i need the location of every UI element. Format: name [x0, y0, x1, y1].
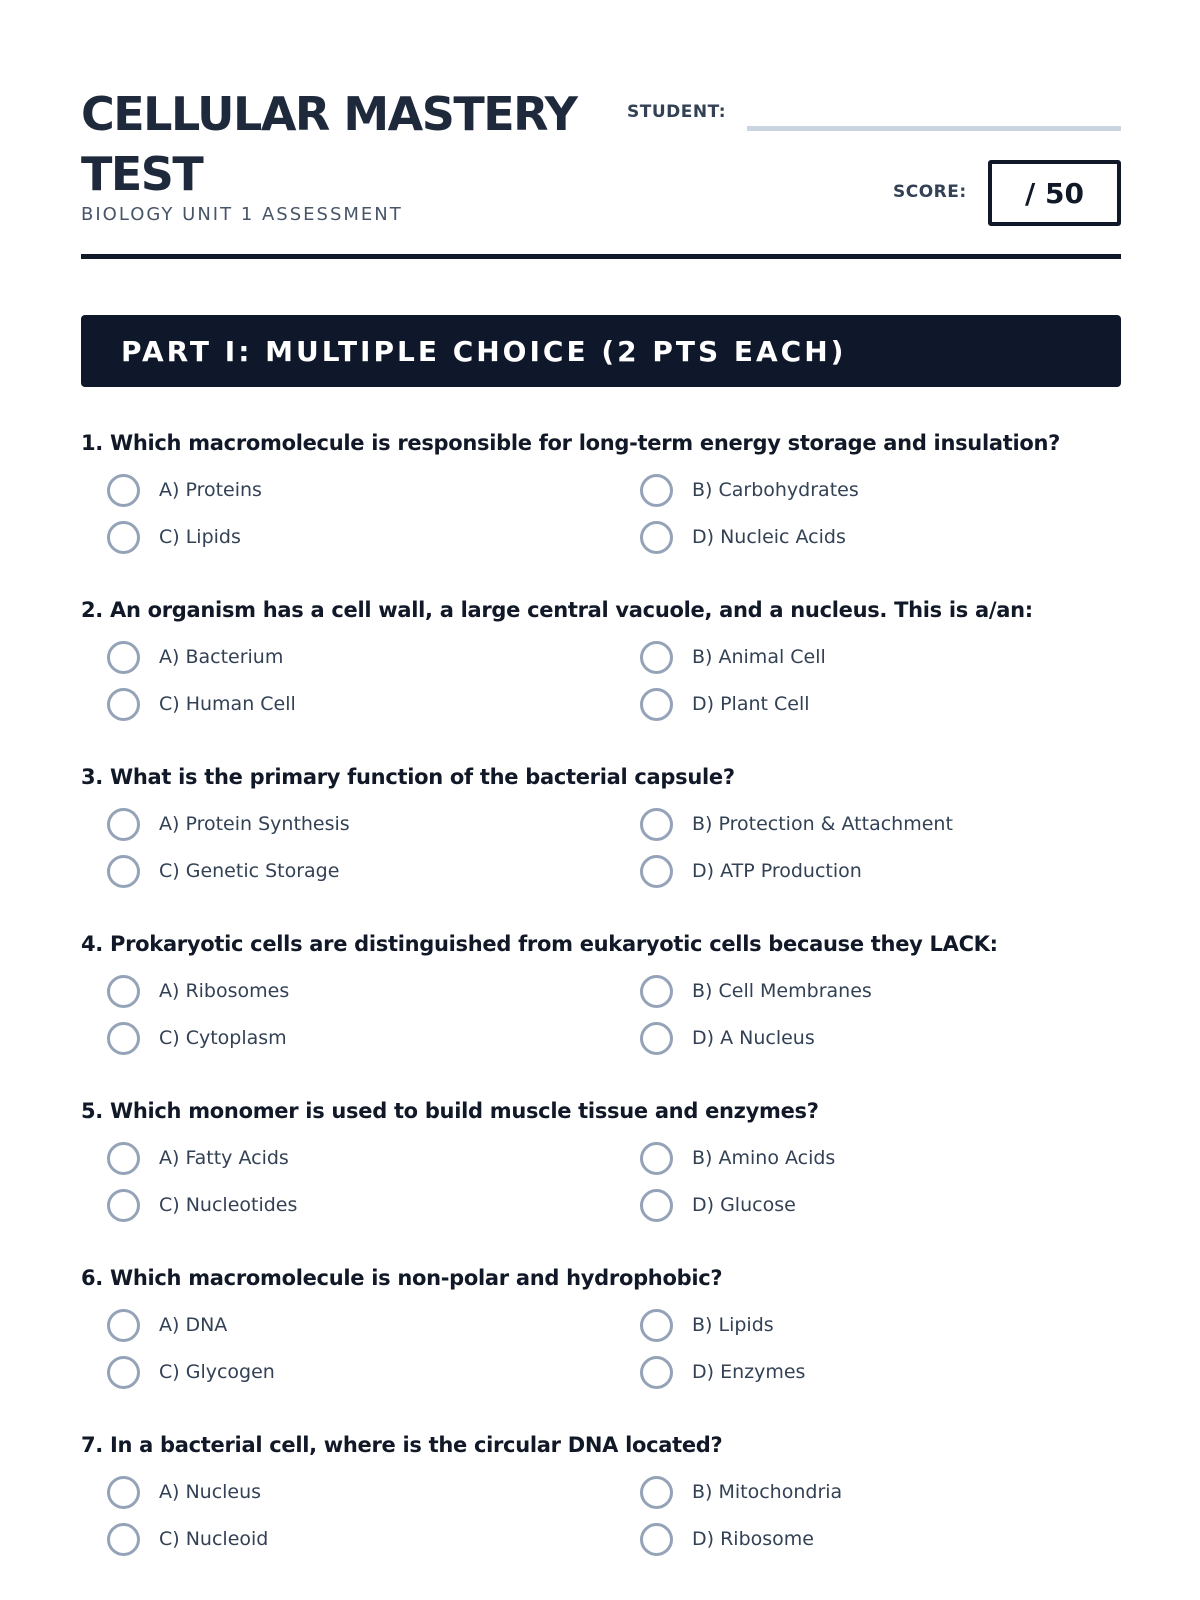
option-a[interactable]: [107, 808, 640, 840]
radio-circle-icon[interactable]: [640, 808, 673, 841]
option-label: B) Amino Acids: [692, 1147, 836, 1169]
answer-options: [81, 1476, 1121, 1570]
answer-options: [81, 474, 1121, 568]
option-a[interactable]: [107, 1309, 640, 1341]
question-text: 2. An organism has a cell wall, a large central vacuole, and a nucleus. This is a/an:: [81, 598, 1033, 622]
radio-circle-icon[interactable]: [107, 1022, 140, 1055]
option-b[interactable]: [640, 1476, 1147, 1508]
radio-circle-icon[interactable]: [107, 521, 140, 554]
question-list: [81, 428, 1121, 1597]
radio-circle-icon[interactable]: [107, 1189, 140, 1222]
option-label: D) ATP Production: [692, 860, 862, 882]
radio-circle-icon[interactable]: [107, 1142, 140, 1175]
radio-circle-icon[interactable]: [640, 1309, 673, 1342]
radio-circle-icon[interactable]: [640, 975, 673, 1008]
option-label: C) Nucleoid: [159, 1528, 269, 1550]
answer-options: [81, 641, 1121, 735]
question-6: [81, 1263, 1121, 1430]
option-d[interactable]: [640, 1356, 1147, 1388]
option-label: C) Lipids: [159, 526, 241, 548]
student-label: STUDENT:: [627, 102, 727, 122]
page-title: CELLULAR MASTERY TEST: [81, 87, 577, 201]
radio-circle-icon[interactable]: [640, 1142, 673, 1175]
question-text: 4. Prokaryotic cells are distinguished from eukaryotic cells because they LACK:: [81, 932, 998, 956]
option-d[interactable]: [640, 1189, 1147, 1221]
option-label: D) A Nucleus: [692, 1027, 815, 1049]
option-a[interactable]: [107, 1476, 640, 1508]
question-text: 3. What is the primary function of the bacterial capsule?: [81, 765, 735, 789]
option-label: C) Glycogen: [159, 1361, 275, 1383]
radio-circle-icon[interactable]: [640, 641, 673, 674]
radio-circle-icon[interactable]: [107, 855, 140, 888]
option-label: B) Mitochondria: [692, 1481, 843, 1503]
radio-circle-icon[interactable]: [107, 474, 140, 507]
option-label: C) Cytoplasm: [159, 1027, 287, 1049]
radio-circle-icon[interactable]: [640, 688, 673, 721]
radio-circle-icon[interactable]: [107, 688, 140, 721]
radio-circle-icon[interactable]: [640, 1476, 673, 1509]
radio-circle-icon[interactable]: [640, 1356, 673, 1389]
option-b[interactable]: [640, 1142, 1147, 1174]
question-4: [81, 929, 1121, 1096]
option-d[interactable]: [640, 1523, 1147, 1555]
page-subtitle: BIOLOGY UNIT 1 ASSESSMENT: [81, 204, 403, 225]
option-b[interactable]: [640, 474, 1147, 506]
answer-options: [81, 975, 1121, 1069]
radio-circle-icon[interactable]: [107, 1523, 140, 1556]
question-5: [81, 1096, 1121, 1263]
radio-circle-icon[interactable]: [640, 1022, 673, 1055]
option-label: A) Bacterium: [159, 646, 284, 668]
option-c[interactable]: [107, 1189, 640, 1221]
option-label: D) Nucleic Acids: [692, 526, 846, 548]
option-b[interactable]: [640, 808, 1147, 840]
section-title: PART I: MULTIPLE CHOICE (2 PTS EACH): [121, 334, 847, 368]
option-c[interactable]: [107, 1022, 640, 1054]
score-value: / 50: [1025, 176, 1084, 210]
option-a[interactable]: [107, 641, 640, 673]
radio-circle-icon[interactable]: [640, 1523, 673, 1556]
option-label: D) Plant Cell: [692, 693, 810, 715]
option-label: C) Nucleotides: [159, 1194, 298, 1216]
option-label: B) Carbohydrates: [692, 479, 859, 501]
option-label: B) Animal Cell: [692, 646, 826, 668]
option-c[interactable]: [107, 1356, 640, 1388]
option-d[interactable]: [640, 688, 1147, 720]
option-c[interactable]: [107, 1523, 640, 1555]
radio-circle-icon[interactable]: [640, 1189, 673, 1222]
question-text: 7. In a bacterial cell, where is the circular DNA located?: [81, 1433, 723, 1457]
radio-circle-icon[interactable]: [107, 975, 140, 1008]
score-label: SCORE:: [893, 182, 967, 202]
option-label: B) Cell Membranes: [692, 980, 872, 1002]
option-label: A) Nucleus: [159, 1481, 262, 1503]
option-label: C) Human Cell: [159, 693, 296, 715]
question-1: [81, 428, 1121, 595]
option-a[interactable]: [107, 474, 640, 506]
section-header: [81, 315, 1121, 387]
student-name-line[interactable]: [747, 126, 1121, 131]
option-c[interactable]: [107, 688, 640, 720]
option-a[interactable]: [107, 975, 640, 1007]
radio-circle-icon[interactable]: [640, 855, 673, 888]
option-label: D) Ribosome: [692, 1528, 814, 1550]
option-label: A) Ribosomes: [159, 980, 290, 1002]
option-b[interactable]: [640, 975, 1147, 1007]
option-d[interactable]: [640, 521, 1147, 553]
question-2: [81, 595, 1121, 762]
option-d[interactable]: [640, 855, 1147, 887]
answer-options: [81, 1309, 1121, 1403]
option-b[interactable]: [640, 641, 1147, 673]
question-3: [81, 762, 1121, 929]
option-label: B) Lipids: [692, 1314, 774, 1336]
radio-circle-icon[interactable]: [107, 1356, 140, 1389]
option-c[interactable]: [107, 855, 640, 887]
answer-options: [81, 808, 1121, 902]
radio-circle-icon[interactable]: [640, 521, 673, 554]
question-text: 1. Which macromolecule is responsible for long-term energy storage and insulation?: [81, 431, 1061, 455]
option-c[interactable]: [107, 521, 640, 553]
question-text: 5. Which monomer is used to build muscle tissue and enzymes?: [81, 1099, 819, 1123]
question-7: [81, 1430, 1121, 1597]
score-box[interactable]: [988, 160, 1121, 226]
radio-circle-icon[interactable]: [107, 641, 140, 674]
option-label: D) Glucose: [692, 1194, 796, 1216]
radio-circle-icon[interactable]: [107, 1476, 140, 1509]
answer-options: [81, 1142, 1121, 1236]
question-text: 6. Which macromolecule is non-polar and hydrophobic?: [81, 1266, 723, 1290]
option-label: A) Proteins: [159, 479, 262, 501]
option-label: A) Fatty Acids: [159, 1147, 289, 1169]
option-label: A) Protein Synthesis: [159, 813, 350, 835]
option-label: D) Enzymes: [692, 1361, 806, 1383]
option-label: B) Protection & Attachment: [692, 813, 953, 835]
radio-circle-icon[interactable]: [107, 1309, 140, 1342]
header-divider: [81, 254, 1121, 259]
radio-circle-icon[interactable]: [107, 808, 140, 841]
option-b[interactable]: [640, 1309, 1147, 1341]
radio-circle-icon[interactable]: [640, 474, 673, 507]
option-d[interactable]: [640, 1022, 1147, 1054]
option-a[interactable]: [107, 1142, 640, 1174]
option-label: C) Genetic Storage: [159, 860, 340, 882]
option-label: A) DNA: [159, 1314, 228, 1336]
test-header: [81, 84, 1121, 260]
